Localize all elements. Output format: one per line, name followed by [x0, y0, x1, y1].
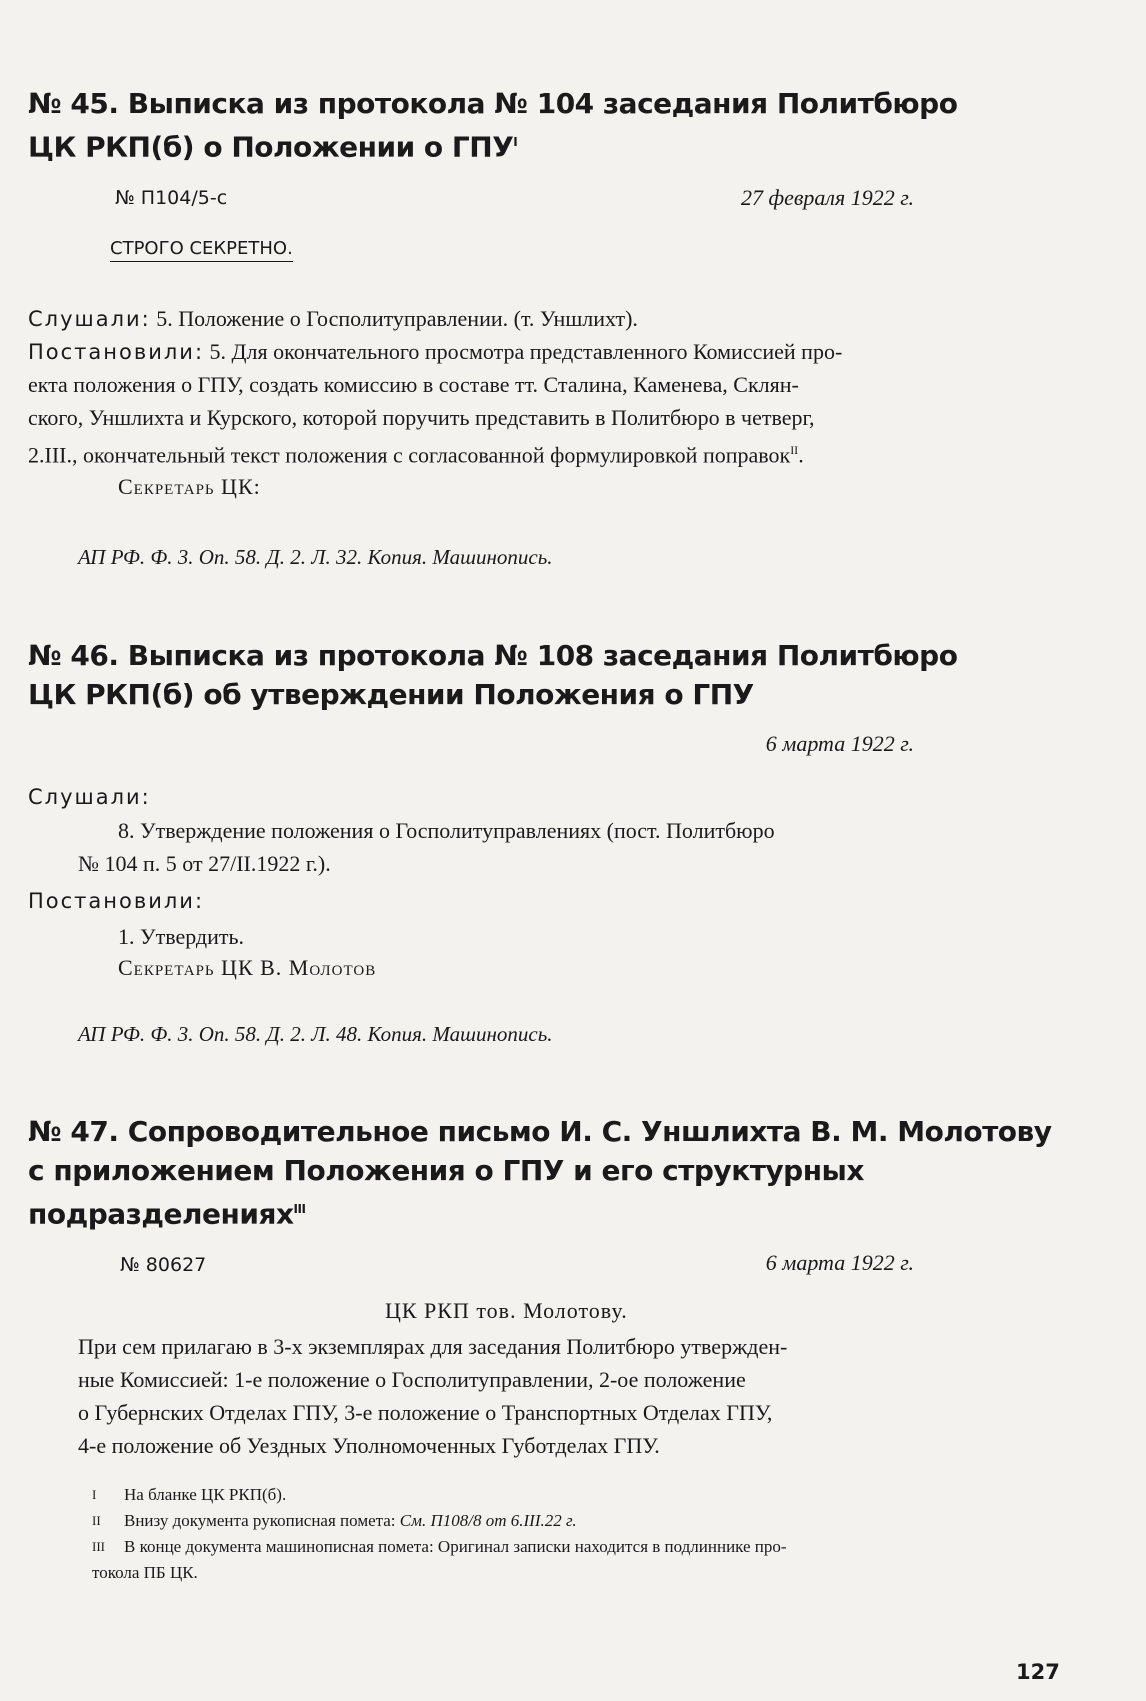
- doc47-address: ЦК РКП тов. Молотову.: [385, 1298, 628, 1323]
- doc46-archive: АП РФ. Ф. 3. Оп. 58. Д. 2. Л. 48. Копия. Машинопись.: [78, 1022, 553, 1046]
- doc45-decided-line3: ского, Уншлихта и Курского, которой поручить представить в Политбюро в четверг,: [28, 405, 815, 430]
- footnote-2-text: Внизу документа рукописная помета: См. П108/8 от 6.III.22 г.: [124, 1511, 577, 1530]
- doc45-archive: АП РФ. Ф. 3. Оп. 58. Д. 2. Л. 32. Копия. Машинопись.: [78, 545, 553, 569]
- doc47-number: № 80627: [120, 1254, 207, 1276]
- doc45-stamp: СТРОГО СЕКРЕТНО.: [110, 238, 293, 262]
- doc47-heading-line1: № 47. Сопроводительное письмо И. С. Уншлихта В. М. Молотову: [28, 1115, 1052, 1148]
- doc47-body-line1: При сем прилагаю в 3-х экземплярах для заседания Политбюро утвержден-: [78, 1334, 788, 1359]
- footnote-2-mark: II: [92, 1513, 101, 1528]
- doc45-decided-line1: 5. Для окончательного просмотра представленного Комиссией про-: [209, 339, 843, 364]
- doc45-heard-label: Слушали:: [28, 307, 151, 331]
- doc46-heading: [28, 636, 957, 714]
- doc45-heard: [28, 302, 638, 336]
- doc46-heard-line1: 8. Утверждение положения о Госполитуправлениях (пост. Политбюро: [118, 818, 775, 843]
- doc45-number: № П104/5-с: [115, 187, 228, 209]
- doc47-body-line2: ные Комиссией: 1-е положение о Госполитуправлении, 2-ое положение: [78, 1367, 746, 1392]
- doc46-heading-line2: ЦК РКП(б) об утверждении Положения о ГПУ: [28, 678, 754, 711]
- doc45-heading-line2: ЦК РКП(б) о Положении о $ГПУ^I$: [28, 130, 518, 164]
- footnote-ref-1: I: [513, 135, 518, 149]
- doc46-decided-text: 1. Утвердить.: [118, 924, 245, 949]
- footnote-1-text: На бланке ЦК РКП(б).: [124, 1485, 287, 1504]
- doc46-secretary: Секретарь ЦК В. Молотов: [118, 955, 377, 980]
- doc45-date: 27 февраля 1922 г.: [740, 185, 914, 210]
- doc45-decided-label: Постановили:: [28, 340, 205, 364]
- doc45-heading: [28, 84, 957, 166]
- doc46-heard-label: Слушали:: [28, 785, 151, 809]
- page-number: 127: [1016, 1660, 1060, 1684]
- footnote-ref-3: III: [293, 1202, 306, 1216]
- footnote-1-mark: I: [92, 1487, 97, 1502]
- doc46-heading-line1: № 46. Выписка из протокола № 108 заседания Политбюро: [28, 639, 958, 672]
- doc46-heard-line2: № 104 п. 5 от 27/II.1922 г.).: [78, 851, 331, 876]
- doc47-date: 6 марта 1922 г.: [765, 1250, 914, 1275]
- doc47-heading: [28, 1112, 1052, 1233]
- doc45-decided-line4: 2.III., окончательный текст положения с согласованной формулировкой поправок$^{II}$.: [28, 442, 804, 468]
- doc45-secretary: Секретарь ЦК:: [118, 474, 261, 499]
- doc45-heard-text: 5. Положение о Госполитуправлении. (т. Уншлихт).: [156, 306, 638, 331]
- doc47-body-line4: 4-е положение об Уездных Уполномоченных Губотделах ГПУ.: [78, 1433, 660, 1458]
- footnote-3-mark: III: [92, 1539, 105, 1554]
- doc47-body-line3: о Губернских Отделах ГПУ, 3-е положение о Транспортных Отделах ГПУ,: [78, 1400, 773, 1425]
- footnote-3-line1: В конце документа машинописная помета: Оригинал записки находится в подлиннике про-: [124, 1537, 787, 1556]
- doc45-heading-line1: № 45. Выписка из протокола № 104 заседания Политбюро: [28, 87, 958, 120]
- doc47-heading-line3: подразделениях$^{III}$: [28, 1197, 306, 1231]
- doc47-heading-line2: с приложением Положения о ГПУ и его структурных: [28, 1154, 864, 1187]
- doc46-decided-label: Постановили:: [28, 889, 205, 913]
- doc45-decided: [28, 335, 842, 369]
- footnote-3-line2: токола ПБ ЦК.: [92, 1563, 198, 1582]
- footnote-ref-2: II: [790, 443, 799, 457]
- doc46-date: 6 марта 1922 г.: [765, 731, 914, 756]
- doc45-decided-line2: екта положения о ГПУ, создать комиссию в составе тт. Сталина, Каменева, Склян-: [28, 372, 799, 397]
